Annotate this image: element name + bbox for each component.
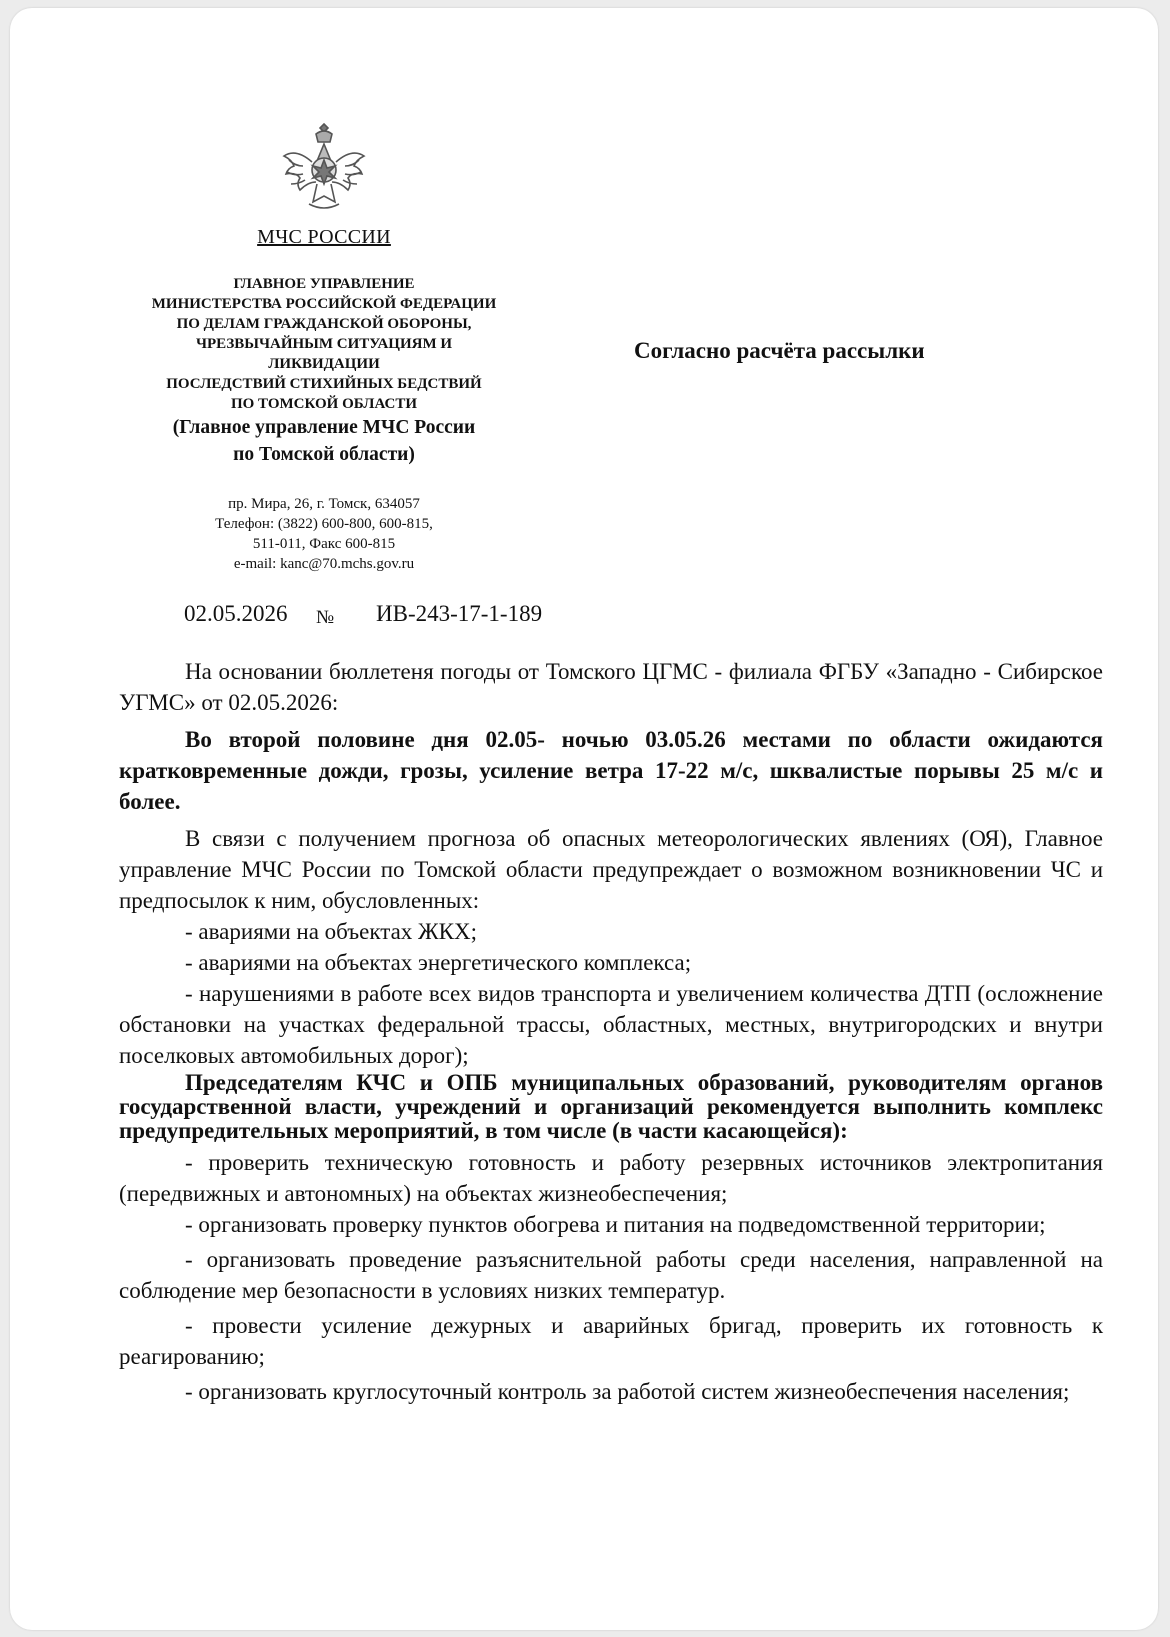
measure-item: - организовать проверку пунктов обогрева и питания на подведомственной территории; [185,1212,1046,1237]
letter-body [119,656,1103,1407]
phone-line: Телефон: (3822) 600-800, 600-815, [215,516,433,532]
mchs-emblem-icon [279,118,369,212]
contact-block [112,494,536,574]
org-line: МИНИСТЕРСТВА РОССИЙСКОЙ ФЕДЕРАЦИИ [151,296,497,312]
org-line: ПО ТОМСКОЙ ОБЛАСТИ [230,396,418,412]
organization-full-name [112,274,536,414]
org-line: ЛИКВИДАЦИИ [268,356,380,372]
warning-paragraph: В связи с получением прогноза об опасных метеорологических явлениях (ОЯ), Главное управление МЧС России по Томской области предупреждает о возможном возникновении ЧС и предпосылок к ним, обусловленных: [119,826,1103,913]
number-sign: № [316,607,335,628]
document-date: 02.05.2026 [184,601,288,626]
measure-item: - провести усиление дежурных и аварийных бригад, проверить их готовность к реагированию; [119,1313,1103,1369]
forecast-paragraph: Во второй половине дня 02.05- ночью 03.05.26 местами по области ожидаются кратковременные дожди, грозы, усиление ветра 17-22 м/с, шквалистые порывы 25 м/с и более. [119,727,1103,814]
org-line: ПОСЛЕДСТВИЙ СТИХИЙНЫХ БЕДСТВИЙ [166,376,482,392]
risk-item: - авариями на объектах ЖКХ; [185,919,477,944]
measure-item: - организовать проведение разъяснительной работы среди населения, направленной на соблюдение мер безопасности в условиях низких температур. [119,1247,1103,1303]
agency-short-name: МЧС РОССИИ [257,226,391,248]
org-short-line: по Томской области) [233,444,415,465]
email-line: e-mail: kanc@70.mchs.gov.ru [233,556,415,572]
risk-item: - нарушениями в работе всех видов транспорта и увеличением количества ДТП (осложнение обстановки на участках федеральной трассы, областных, местных, внутригородских и внутри поселковых автомобильных дорог); [119,981,1103,1068]
org-line: ГЛАВНОЕ УПРАВЛЕНИЕ [233,276,415,292]
address-line: пр. Мира, 26, г. Томск, 634057 [228,496,420,512]
organization-short-name [112,414,536,468]
measure-item: - организовать круглосуточный контроль за работой систем жизнеобеспечения населения; [185,1379,1070,1404]
recipient-line: Согласно расчёта рассылки [634,338,925,363]
document-number: ИВ-243-17-1-189 [376,601,543,626]
org-line: ЧРЕЗВЫЧАЙНЫМ СИТУАЦИЯМ И [195,336,453,352]
measure-item: - проверить техническую готовность и работу резервных источников электропитания (передвижных и автономных) на объектах жизнеобеспечения; [119,1150,1103,1206]
intro-paragraph: На основании бюллетеня погоды от Томского ЦГМС - филиала ФГБУ «Западно - Сибирское УГМС» от 02.05.2026: [119,659,1103,715]
risk-item: - авариями на объектах энергетического комплекса; [185,950,692,975]
org-line: ПО ДЕЛАМ ГРАЖДАНСКОЙ ОБОРОНЫ, [176,316,472,332]
org-short-line: (Главное управление МЧС России [172,417,476,438]
recommendation-paragraph: Председателям КЧС и ОПБ муниципальных образований, руководителям органов государственной власти, учреждений и организаций рекомендуется выполнить комплекс предупредительных мероприятий, в том числе (в части касающейся): [119,1070,1103,1143]
phone-fax-line: 511-011, Факс 600-815 [252,536,396,552]
